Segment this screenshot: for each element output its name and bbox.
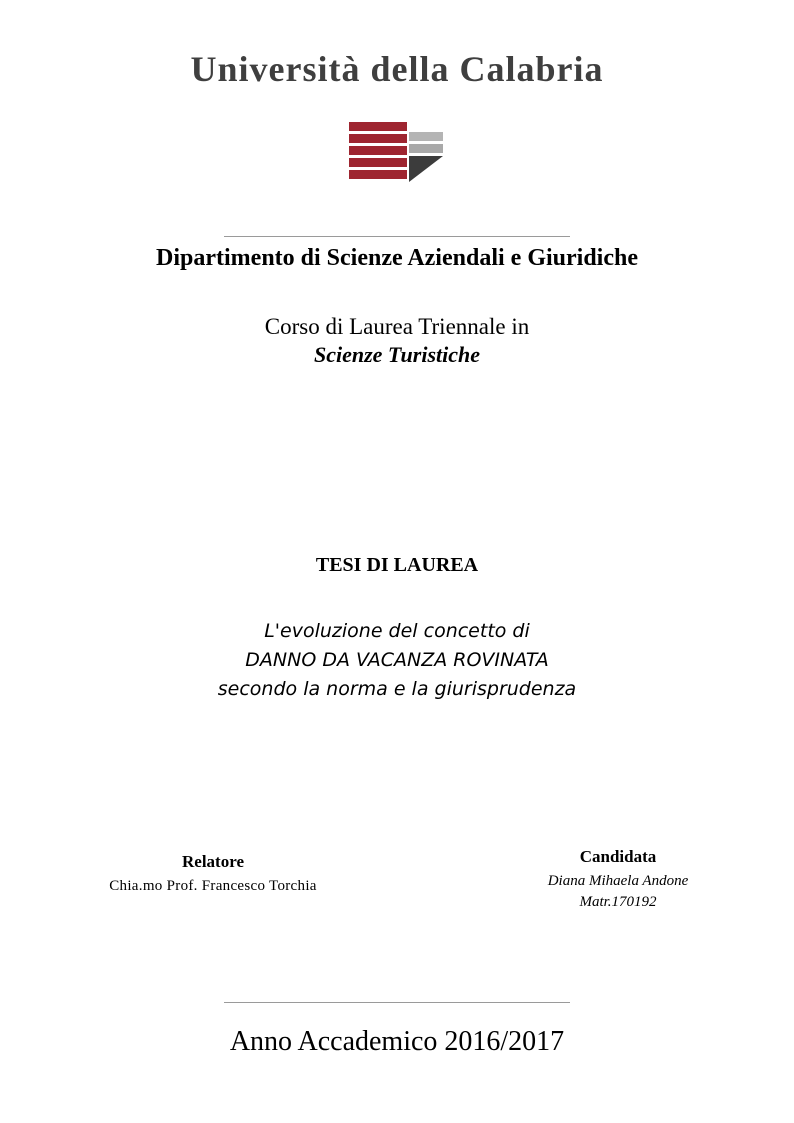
- course-line: Corso di Laurea Triennale in: [264, 314, 530, 339]
- thesis-title-line: DANNO DA VACANZA ROVINATA: [245, 649, 549, 671]
- candidata-heading: Candidata: [579, 847, 657, 866]
- relatore-heading: Relatore: [182, 852, 244, 871]
- logo-triangle: [409, 156, 443, 182]
- candidata-name: Diana Mihaela Andone: [547, 873, 689, 889]
- university-name: Università della Calabria: [190, 49, 604, 89]
- bottom-divider: [224, 1002, 570, 1003]
- academic-year: Anno Accademico 2016/2017: [229, 1026, 565, 1057]
- course-name: Scienze Turistiche: [313, 342, 481, 367]
- logo-gray-bar: [409, 144, 443, 153]
- thesis-label: TESI DI LAUREA: [315, 554, 479, 576]
- thesis-title-line: secondo la norma e la giurisprudenza: [217, 678, 577, 700]
- department-name: Dipartimento di Scienze Aziendali e Giuridiche: [156, 245, 638, 271]
- logo-bar: [349, 134, 407, 143]
- thesis-title-line: L'evoluzione del concetto di: [264, 620, 530, 642]
- candidata-block: [518, 847, 718, 913]
- logo-bar: [349, 146, 407, 155]
- candidata-matricola: Matr.170192: [579, 894, 657, 910]
- relatore-block: [94, 852, 332, 895]
- logo-bar: [349, 122, 407, 131]
- relatore-name: Chia.mo Prof. Francesco Torchia: [109, 878, 317, 894]
- top-divider: [224, 236, 570, 237]
- logo-gray-bar: [409, 132, 443, 141]
- university-logo-icon: [347, 120, 447, 186]
- logo-bar: [349, 158, 407, 167]
- thesis-title: [0, 617, 794, 704]
- logo-bar: [349, 170, 407, 179]
